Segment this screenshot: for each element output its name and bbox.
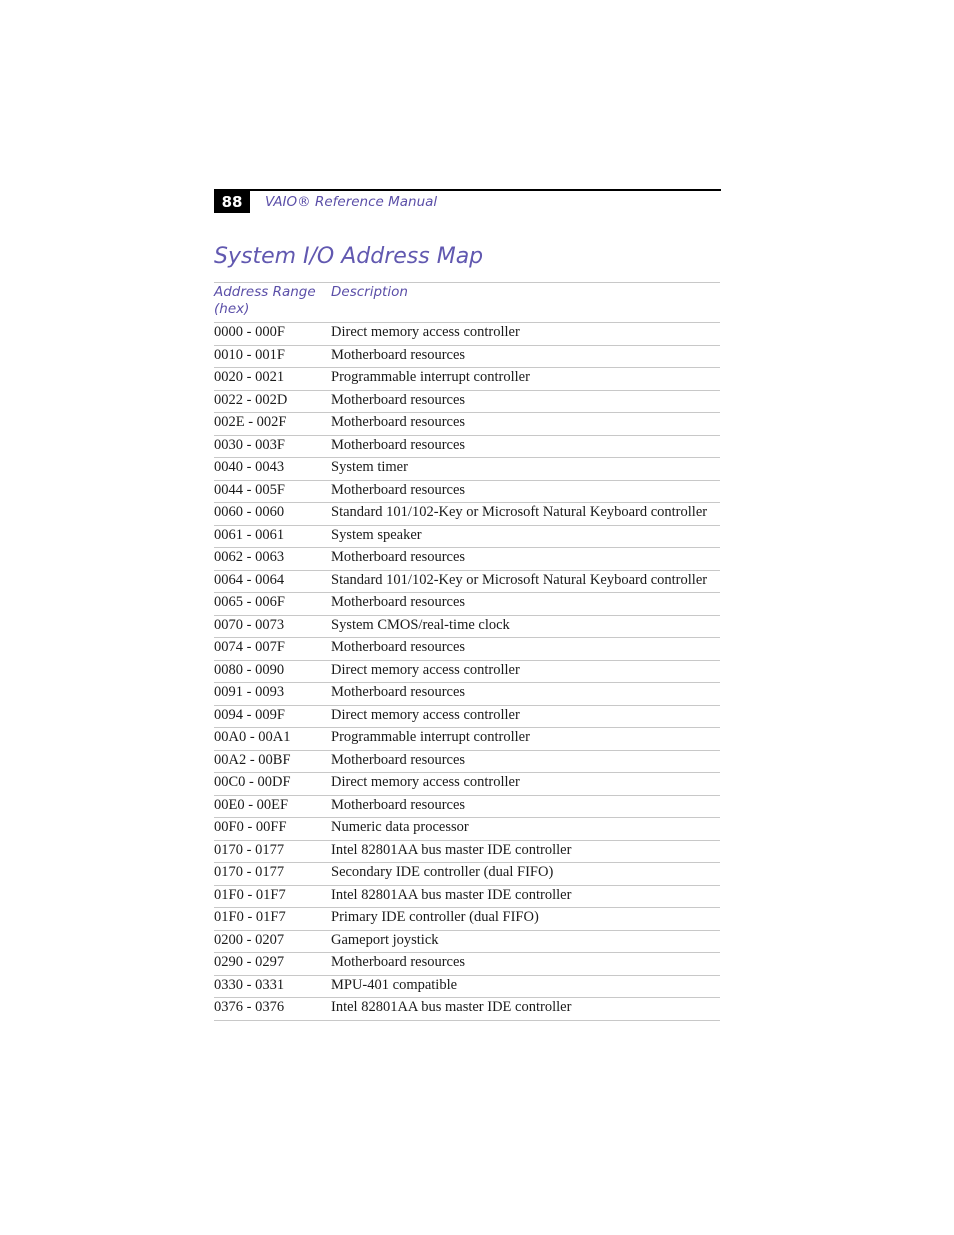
- description-cell: Intel 82801AA bus master IDE controller: [331, 885, 720, 908]
- address-range-cell: 0290 - 0297: [214, 953, 331, 976]
- table-row: [214, 480, 720, 503]
- table-row: [214, 615, 720, 638]
- table-row: [214, 683, 720, 706]
- description-cell: Direct memory access controller: [331, 660, 720, 683]
- description-cell: Motherboard resources: [331, 435, 720, 458]
- address-range-cell: 0000 - 000F: [214, 323, 331, 346]
- table-row: [214, 503, 720, 526]
- table-row: [214, 885, 720, 908]
- description-cell: Numeric data processor: [331, 818, 720, 841]
- address-range-cell: 0376 - 0376: [214, 998, 331, 1021]
- description-cell: Standard 101/102-Key or Microsoft Natural Keyboard controller: [331, 503, 720, 526]
- address-range-cell: 00C0 - 00DF: [214, 773, 331, 796]
- table-row: [214, 930, 720, 953]
- table-row: [214, 975, 720, 998]
- address-range-cell: 0020 - 0021: [214, 368, 331, 391]
- address-range-cell: 01F0 - 01F7: [214, 908, 331, 931]
- address-range-cell: 0044 - 005F: [214, 480, 331, 503]
- description-cell: Motherboard resources: [331, 750, 720, 773]
- header-rule: [214, 189, 721, 191]
- table-row: [214, 638, 720, 661]
- io-address-table: [214, 282, 720, 1021]
- address-range-cell: 0091 - 0093: [214, 683, 331, 706]
- running-title: VAIO® Reference Manual: [265, 194, 438, 210]
- table-row: [214, 728, 720, 751]
- address-range-cell: 002E - 002F: [214, 413, 331, 436]
- address-range-cell: 0022 - 002D: [214, 390, 331, 413]
- table-row: [214, 345, 720, 368]
- description-cell: Direct memory access controller: [331, 773, 720, 796]
- table-body: [214, 323, 720, 1021]
- description-cell: System timer: [331, 458, 720, 481]
- table-row: [214, 953, 720, 976]
- description-cell: Motherboard resources: [331, 683, 720, 706]
- description-cell: MPU-401 compatible: [331, 975, 720, 998]
- table-row: [214, 773, 720, 796]
- address-range-cell: 0062 - 0063: [214, 548, 331, 571]
- description-cell: Motherboard resources: [331, 953, 720, 976]
- table-header-row: [214, 283, 720, 323]
- address-range-cell: 0074 - 007F: [214, 638, 331, 661]
- address-range-cell: 0065 - 006F: [214, 593, 331, 616]
- address-range-cell: 0094 - 009F: [214, 705, 331, 728]
- table-row: [214, 593, 720, 616]
- address-range-cell: 0330 - 0331: [214, 975, 331, 998]
- address-range-cell: 0010 - 001F: [214, 345, 331, 368]
- address-range-cell: 0064 - 0064: [214, 570, 331, 593]
- description-cell: Motherboard resources: [331, 795, 720, 818]
- header-description: Description: [331, 283, 720, 323]
- description-cell: Direct memory access controller: [331, 323, 720, 346]
- table-row: [214, 998, 720, 1021]
- page-number: 88: [214, 191, 250, 213]
- address-range-cell: 0170 - 0177: [214, 863, 331, 886]
- description-cell: Motherboard resources: [331, 345, 720, 368]
- table-row: [214, 818, 720, 841]
- description-cell: Motherboard resources: [331, 548, 720, 571]
- address-range-cell: 01F0 - 01F7: [214, 885, 331, 908]
- address-range-cell: 0200 - 0207: [214, 930, 331, 953]
- address-range-cell: 00E0 - 00EF: [214, 795, 331, 818]
- address-range-cell: 0040 - 0043: [214, 458, 331, 481]
- description-cell: Motherboard resources: [331, 413, 720, 436]
- description-cell: Motherboard resources: [331, 390, 720, 413]
- table-row: [214, 570, 720, 593]
- table-row: [214, 795, 720, 818]
- address-range-cell: 0070 - 0073: [214, 615, 331, 638]
- description-cell: Gameport joystick: [331, 930, 720, 953]
- table-row: [214, 908, 720, 931]
- table-row: [214, 390, 720, 413]
- table-row: [214, 660, 720, 683]
- description-cell: System speaker: [331, 525, 720, 548]
- address-range-cell: 0060 - 0060: [214, 503, 331, 526]
- description-cell: Intel 82801AA bus master IDE controller: [331, 840, 720, 863]
- description-cell: Programmable interrupt controller: [331, 368, 720, 391]
- description-cell: Motherboard resources: [331, 480, 720, 503]
- address-range-cell: 0080 - 0090: [214, 660, 331, 683]
- address-range-cell: 0061 - 0061: [214, 525, 331, 548]
- table-row: [214, 323, 720, 346]
- address-range-cell: 00F0 - 00FF: [214, 818, 331, 841]
- description-cell: Secondary IDE controller (dual FIFO): [331, 863, 720, 886]
- table-row: [214, 863, 720, 886]
- section-title: System I/O Address Map: [214, 244, 484, 269]
- table-row: [214, 368, 720, 391]
- description-cell: Motherboard resources: [331, 638, 720, 661]
- table-row: [214, 750, 720, 773]
- description-cell: System CMOS/real-time clock: [331, 615, 720, 638]
- table-row: [214, 705, 720, 728]
- address-range-cell: 0170 - 0177: [214, 840, 331, 863]
- description-cell: Programmable interrupt controller: [331, 728, 720, 751]
- description-cell: Primary IDE controller (dual FIFO): [331, 908, 720, 931]
- table-row: [214, 413, 720, 436]
- description-cell: Intel 82801AA bus master IDE controller: [331, 998, 720, 1021]
- address-range-cell: 00A2 - 00BF: [214, 750, 331, 773]
- table-row: [214, 525, 720, 548]
- description-cell: Motherboard resources: [331, 593, 720, 616]
- table-row: [214, 435, 720, 458]
- description-cell: Direct memory access controller: [331, 705, 720, 728]
- header-address-range: Address Range (hex): [214, 283, 331, 323]
- table-row: [214, 548, 720, 571]
- table-row: [214, 458, 720, 481]
- description-cell: Standard 101/102-Key or Microsoft Natural Keyboard controller: [331, 570, 720, 593]
- address-range-cell: 00A0 - 00A1: [214, 728, 331, 751]
- table-row: [214, 840, 720, 863]
- address-range-cell: 0030 - 003F: [214, 435, 331, 458]
